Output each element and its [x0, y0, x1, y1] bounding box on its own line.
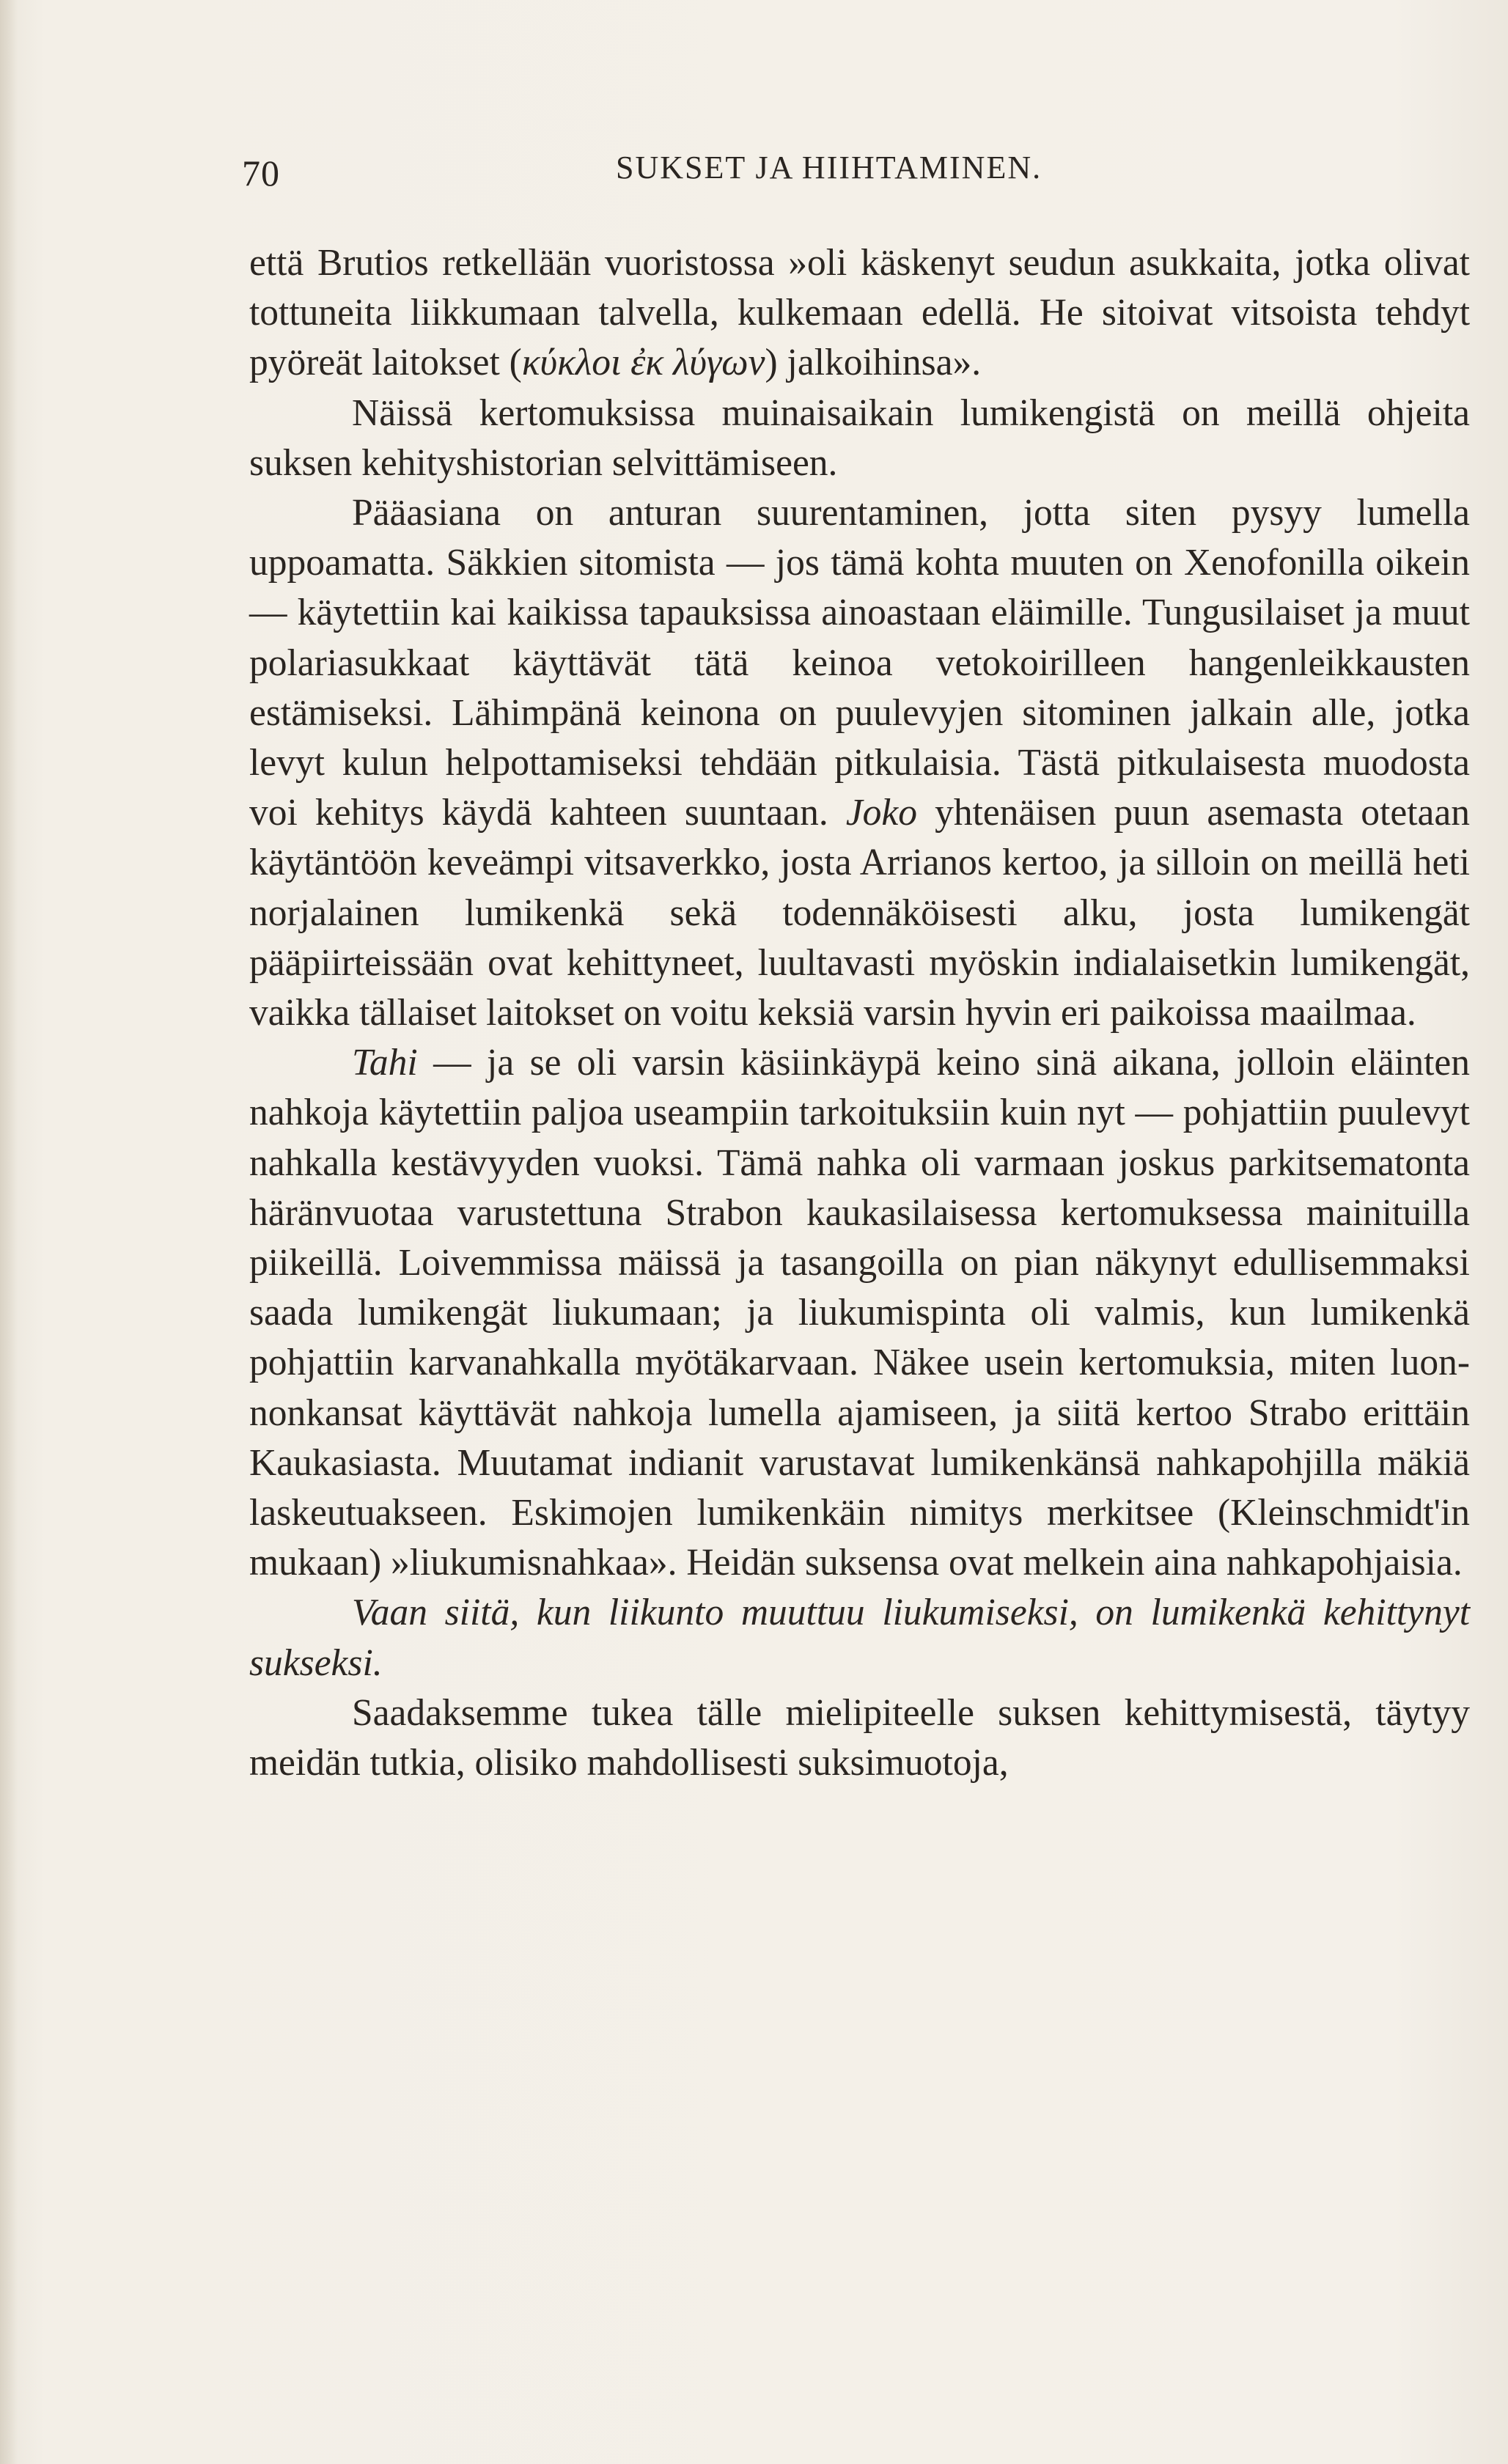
paragraph-3-text-a: Pääasiana on anturan suurentaminen, jotta siten pysyy lumella uppoamatta. Säkkien sitomista — jos tämä kohta muuten on Xenofonilla oikein — käytettiin kai kaikissa tapauksissa ainoastaan eläimille. Tungusilaiset ja muut polariasukkaat käyttävät tätä keinoa vetokoirilleen hangenleikkausten estämiseksi. Lähimpänä keinona on puulevyjen sitominen jalkain alle, jotka levyt kulun helpottamiseksi tehdään pitkulaisia. Tästä pitkulaisesta muodosta voi kehitys käydä kahteen suuntaan.: [249, 492, 1470, 834]
paragraph-1-text-b: ) jalkoihinsa».: [765, 342, 982, 384]
paragraph-3: [249, 488, 1470, 1038]
emphasis-tahi: Tahi: [352, 1042, 418, 1084]
emphasis-joko: Joko: [845, 792, 918, 834]
paragraph-3-text-b: yhtenäisen puun asemasta otetaan käytäntöön keveämpi vitsaverkko, josta Arrianos kertoo, ja silloin on meillä heti norjalainen lumikenkä sekä todennäköisesti alku, josta lumikengät pääpiirteissään ovat kehittyneet, luultavasti myöskin indialaisetkin lumikengät, vaikka tällaiset laitokset on voitu keksiä varsin hyvin eri paikoissa maailmaa.: [249, 792, 1470, 1034]
body-text: [249, 238, 1470, 1788]
paragraph-4: [249, 1038, 1470, 1588]
paragraph-5-thesis: Vaan siitä, kun liikunto muuttuu liukumiseksi, on lumikenkä kehittynyt sukseksi.: [249, 1592, 1470, 1684]
binding-shadow: [0, 0, 18, 2464]
paragraph-1-text-a: että Brutios retkellään vuoristossa »oli käskenyt seudun asukkaita, jotka olivat tottuneita liikkumaan talvella, kulkemaan edellä. He sitoivat vitsoista tehdyt pyöreät laitokset (: [249, 242, 1470, 384]
paragraph-1: [249, 238, 1470, 389]
running-head: SUKSET JA HIIHTAMINEN.: [616, 150, 1042, 185]
page-number: 70: [242, 152, 280, 194]
page-header: [242, 143, 1474, 202]
paragraph-4-text: — ja se oli varsin käsiinkäypä keino sinä aikana, jolloin eläinten nahkoja käytettiin paljoa useampiin tarkoituksiin kuin nyt — pohjattiin puulevyt nahkalla kestävyyden vuoksi. Tämä nahka oli varmaan joskus parkitsematonta häränvuotaa varustettuna Strabon kaukasilaisessa kertomuksessa mainituilla piikeillä. Loivemmissa mäissä ja tasangoilla on pian näkynyt edullisemmaksi saada lumikengät liukumaan; ja liukumispinta oli valmis, kun lumikenkä pohjattiin karvanahkalla myötäkarvaan. Näkee usein kertomuksia, miten luonnonkansat käyttävät nahkoja lumella ajamiseen, ja siitä kertoo Strabo erittäin Kaukasiasta. Muutamat indianit varustavat lumikenkänsä nahkapohjilla mäkiä laskeutuakseen. Eskimojen lumikenkäin nimitys merkitsee (Kleinschmidt'in mukaan) »liukumisnahkaa». Heidän suksensa ovat melkein aina nahkapohjaisia.: [249, 1042, 1470, 1584]
paragraph-6: Saadaksemme tukea tälle mielipiteelle suksen kehittymisestä, täytyy meidän tutkia, olisiko mahdollisesti suksimuotoja,: [249, 1691, 1470, 1784]
paragraph-2: Näissä kertomuksissa muinaisaikain lumikengistä on meillä ohjeita suksen kehityshistorian selvittämiseen.: [249, 391, 1470, 484]
greek-quote: κύκλοι ἐκ λύγων: [521, 342, 765, 384]
